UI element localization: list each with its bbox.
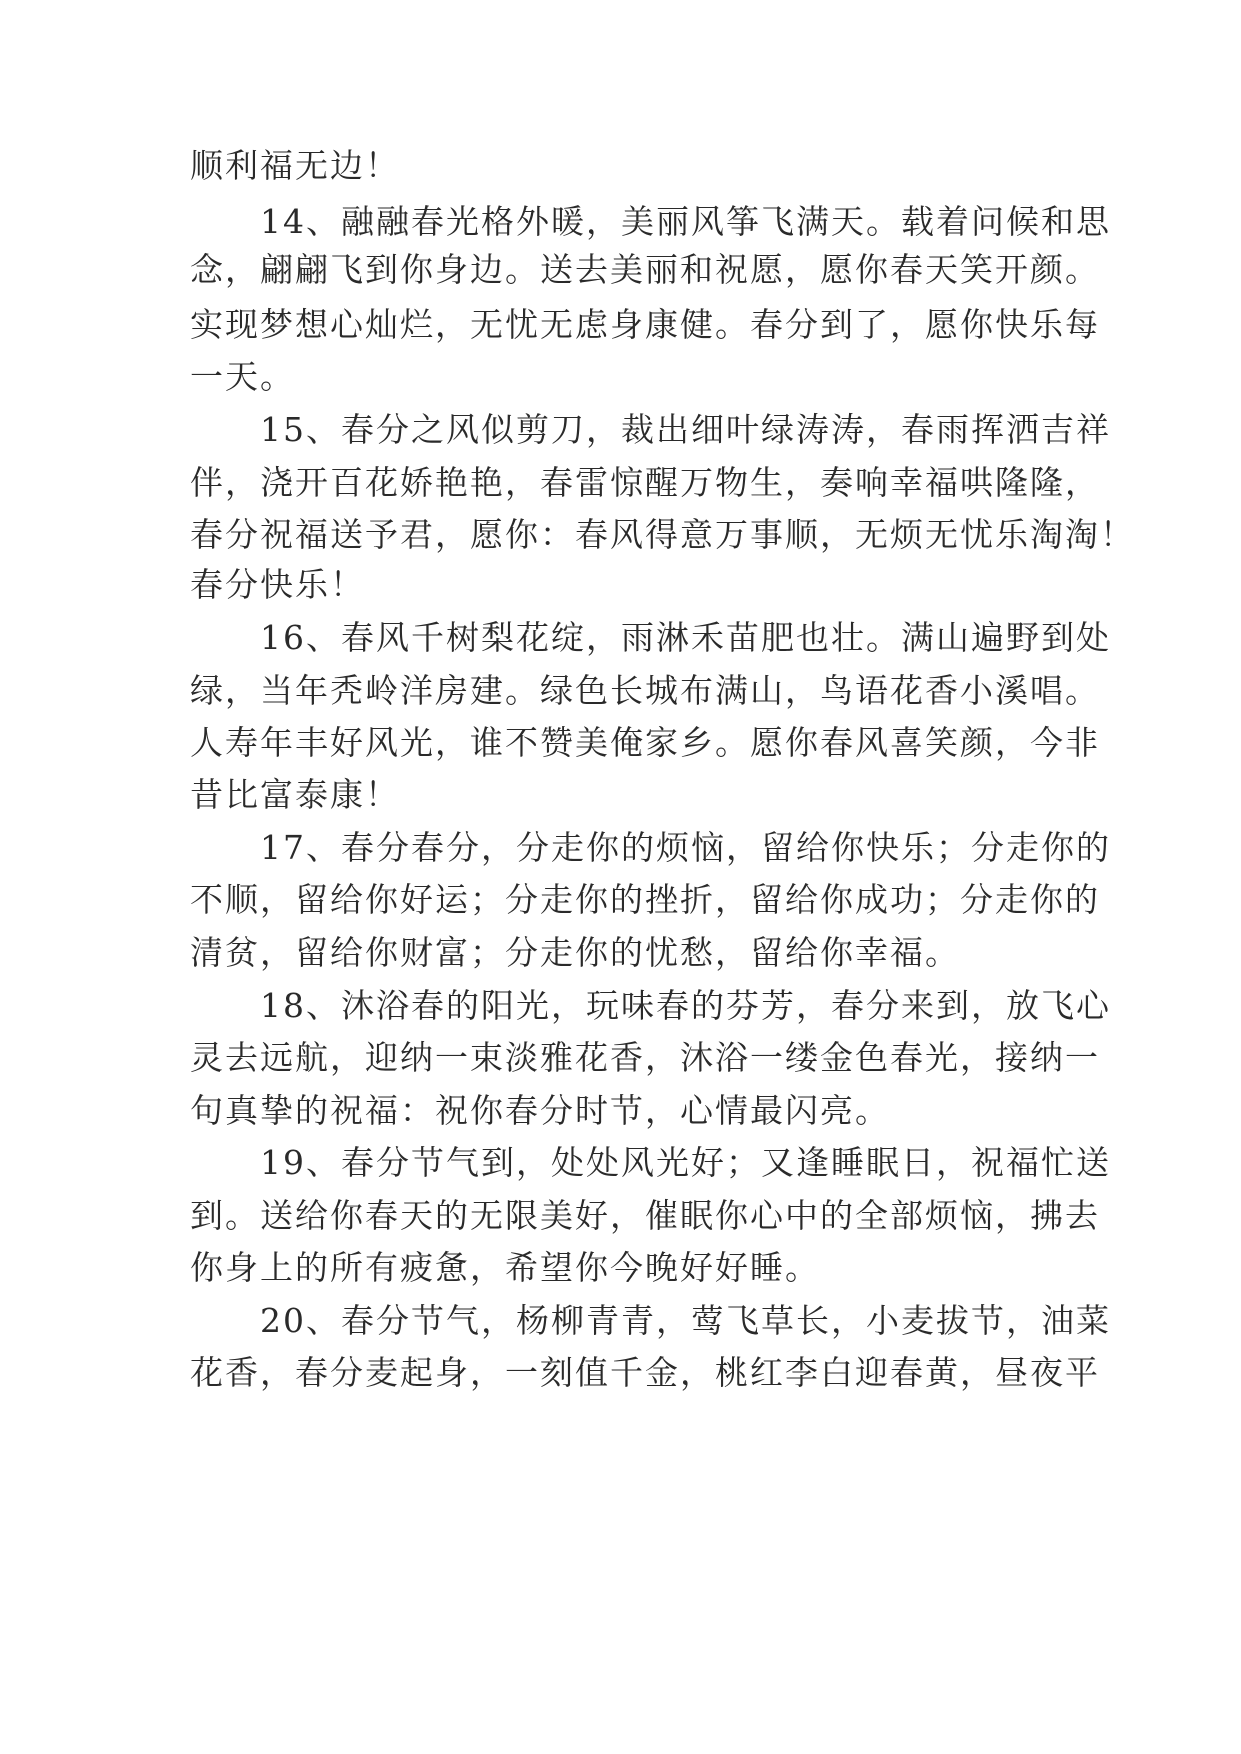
text-line: 人寿年丰好风光，谁不赞美俺家乡。愿你春风喜笑颜，今非 xyxy=(190,723,1100,762)
text-line: 20、春分节气，杨柳青青，莺飞草长，小麦拔节，油菜 xyxy=(190,1301,1111,1340)
text-line: 19、春分节气到，处处风光好；又逢睡眠日，祝福忙送 xyxy=(190,1143,1111,1182)
text-line: 18、沐浴春的阳光，玩味春的芬芳，春分来到，放飞心 xyxy=(190,986,1111,1025)
text-line: 春分祝福送予君，愿你：春风得意万事顺，无烦无忧乐淘淘！ xyxy=(190,515,1135,554)
text-line: 到。送给你春天的无限美好，催眠你心中的全部烦恼，拂去 xyxy=(190,1196,1100,1235)
text-line: 实现梦想心灿烂，无忧无虑身康健。春分到了，愿你快乐每 xyxy=(190,305,1100,344)
text-line: 不顺，留给你好运；分走你的挫折，留给你成功；分走你的 xyxy=(190,880,1100,919)
text-line: 17、春分春分，分走你的烦恼，留给你快乐；分走你的 xyxy=(190,828,1111,867)
text-line: 花香，春分麦起身，一刻值千金，桃红李白迎春黄，昼夜平 xyxy=(190,1353,1100,1392)
text-line: 灵去远航，迎纳一束淡雅花香，沐浴一缕金色春光，接纳一 xyxy=(190,1038,1100,1077)
text-line: 16、春风千树梨花绽，雨淋禾苗肥也壮。满山遍野到处 xyxy=(190,618,1111,657)
text-line: 句真挚的祝福：祝你春分时节，心情最闪亮。 xyxy=(190,1091,890,1130)
text-line: 14、融融春光格外暖，美丽风筝飞满天。载着问候和思 xyxy=(190,202,1111,241)
text-line: 念，翩翩飞到你身边。送去美丽和祝愿，愿你春天笑开颜。 xyxy=(190,250,1100,289)
text-line: 顺利福无边！ xyxy=(190,146,400,185)
text-line: 春分快乐！ xyxy=(190,565,365,604)
text-line: 一天。 xyxy=(190,357,295,396)
text-line: 昔比富泰康！ xyxy=(190,775,400,814)
text-line: 伴，浇开百花娇艳艳，春雷惊醒万物生，奏响幸福哄隆隆， xyxy=(190,463,1100,502)
text-line: 你身上的所有疲惫，希望你今晚好好睡。 xyxy=(190,1248,820,1287)
text-line: 绿，当年秃岭洋房建。绿色长城布满山，鸟语花香小溪唱。 xyxy=(190,671,1100,710)
text-line: 清贫，留给你财富；分走你的忧愁，留给你幸福。 xyxy=(190,933,960,972)
text-line: 15、春分之风似剪刀，裁出细叶绿涛涛，春雨挥洒吉祥 xyxy=(190,410,1111,449)
